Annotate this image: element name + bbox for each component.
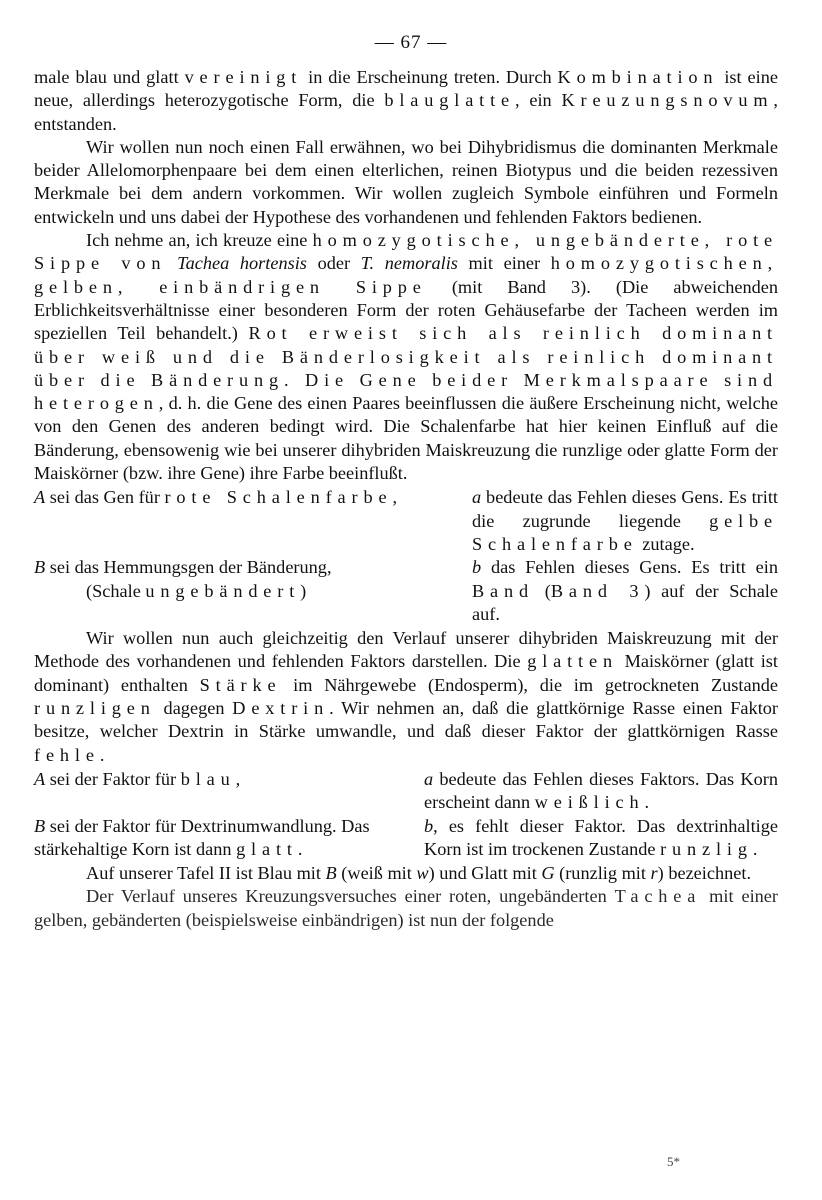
spaced-term: Rot erweist sich als reinlich dominant über weiß und die Bänderlosigkeit als reinlich dominant über die Bänderung. Die Gene beider Merkmalspaare sind heterogen — [34, 323, 778, 414]
definition-A — [34, 486, 444, 556]
factor-B — [34, 815, 414, 862]
spaced-term: Band 3 — [550, 580, 645, 601]
text-run: ) auf der Schale auf. — [472, 580, 778, 624]
text-run: sei das Hemmungsgen der Bänderung, — [45, 557, 332, 578]
spaced-term: blau — [180, 768, 236, 789]
text-run: , es fehlt dieser Faktor. Das dextrinhaltige Korn ist im trockenen Zustande — [424, 815, 778, 859]
text-run: Der Verlauf unseres Kreuzungsversuches einer roten, ungebänderten — [86, 886, 615, 907]
text-body — [34, 66, 778, 932]
spaced-term: ungebändert — [145, 580, 301, 601]
text-run: . Wir nehmen an, daß die glattkörnige Rasse einen Faktor besitze, welcher Dextrin in Stärke umwandle, und daß dieser Faktor der glattkörnigen Rasse — [34, 698, 778, 742]
text-run: sei das Gen für — [45, 487, 165, 508]
text-run: ( — [534, 580, 551, 601]
text-run: Ich nehme an, ich kreuze eine — [86, 230, 313, 251]
factor-row-B — [34, 815, 778, 862]
spaced-term: homozygotische, ungebänderte, rote Sippe von — [34, 230, 779, 274]
factor-symbol: A — [34, 768, 46, 789]
signature-mark: 5* — [667, 1154, 680, 1169]
factor-symbol: a — [424, 768, 434, 789]
page-number: — 67 — — [374, 32, 448, 53]
spaced-term: Tachea — [614, 886, 702, 907]
symbol: G — [541, 863, 555, 884]
text-run: mit einer — [457, 253, 551, 274]
text-run: ist eine neue, allerdings heterozygotische Form, die — [34, 67, 778, 111]
text-run: oder — [306, 253, 361, 274]
paragraph-2: Wir wollen nun noch einen Fall erwähnen, wo bei Dihybridismus die dominanten Merkmale beider Allelomorphenpaare bei dem einen elterlichen, reinen Biotypus und die beiden rezessiven Merkmale bei dem andern vorkommen. Wir wollen zugleich Symbole einführen und Formeln entwickeln und uns dabei der Hypothese des vorhandenen und fehlenden Faktors bedienen. — [34, 136, 778, 227]
definition-row-B — [34, 556, 778, 626]
gene-symbol: A — [34, 487, 46, 508]
definition-B — [34, 556, 444, 626]
text-run: , entstanden. — [34, 90, 778, 134]
factor-symbol: B — [34, 815, 46, 836]
text-run: im Nährgewebe (Endosperm), die im getrockneten Zustande — [281, 674, 778, 695]
definition-row-A — [34, 486, 778, 556]
text-run: das Fehlen dieses Gens. Es tritt ein — [481, 557, 778, 578]
paragraph-1 — [34, 66, 778, 136]
spaced-term: fehle — [34, 744, 100, 765]
text-run: zutage. — [637, 533, 695, 554]
spaced-term: homozygotischen, gelben, einbändrigen Sippe — [34, 253, 779, 297]
text-run: dagegen — [155, 698, 233, 719]
factor-row-A — [34, 768, 778, 815]
spaced-term: Band — [472, 580, 535, 601]
spaced-term: weißlich — [534, 792, 645, 813]
factor-a — [424, 768, 778, 815]
text-run: sei der Faktor für — [45, 768, 181, 789]
spaced-term: Kombination — [557, 67, 719, 87]
species-name: Tachea hortensis — [177, 253, 307, 274]
factor-definitions-maize — [34, 768, 778, 861]
text-run: ) bezeichnet. — [657, 863, 752, 884]
text-run: . — [99, 744, 105, 765]
text-run: , d. h. die Gene des einen Paares beeinflussen die äußere Erscheinung nicht, welche von den Genen des anderen bedingt wird. Die Schalenfarbe hat hier keinen Einfluß auf die Bänderung, ebensowenig wie bei unserer dihybriden Maiskreuzung die runzlige oder glatte Form der Maiskörner (bzw. ihre Gene) ihre Farbe beeinflußt. — [34, 393, 778, 484]
spaced-term: glatten — [527, 651, 618, 672]
spaced-term: gelbe Schalenfarbe — [472, 510, 778, 554]
text-run: in die Erscheinung treten. Durch — [302, 67, 558, 87]
text-run: . — [297, 838, 303, 859]
text-run: (Schale — [86, 580, 146, 601]
gene-definitions-tachea — [34, 486, 778, 626]
factor-A — [34, 768, 414, 815]
spaced-term: runzlig — [660, 838, 753, 859]
text-run: ) — [300, 580, 307, 601]
text-run: sei der Faktor für Dextrinumwandlung. Das stärkehaltige Korn ist dann — [34, 815, 370, 859]
spaced-term: blauglatte — [384, 90, 516, 111]
spaced-term: Dextrin — [232, 698, 330, 719]
text-run: bedeute das Fehlen dieses Faktors. Das Korn erscheint dann — [424, 768, 778, 813]
text-run: (runzlig mit — [554, 863, 651, 884]
spaced-term: Kreuzungsnovum — [561, 90, 774, 111]
spaced-term: rote Schalenfarbe — [164, 487, 393, 508]
paragraph-6 — [34, 885, 778, 932]
text-run: (mit Band 3). (Die abweichenden Erblichkeitsverhältnisse einer besonderen Form der roten Gehäusefarbe der Tacheen werden im speziellen Teil behandelt.) — [34, 276, 778, 344]
text-run: , — [235, 768, 241, 789]
spaced-term: runzligen — [34, 698, 156, 719]
symbol: w — [416, 863, 429, 884]
definition-b — [472, 556, 778, 626]
text-run: Maiskörner (glatt ist dominant) enthalten — [34, 651, 778, 695]
factor-symbol: b — [424, 815, 434, 836]
symbol: r — [650, 863, 658, 884]
definition-a — [472, 486, 778, 556]
text-run: . — [644, 792, 650, 813]
gene-symbol: b — [472, 557, 482, 578]
paragraph-4 — [34, 627, 778, 767]
spaced-term: Stärke — [199, 674, 282, 695]
paragraph-5 — [34, 862, 778, 885]
text-run: male blau und glatt — [34, 67, 185, 87]
text-run: , ein — [515, 90, 562, 111]
text-run: . — [752, 838, 758, 859]
factor-b — [424, 815, 778, 862]
spaced-term: vereinigt — [184, 67, 303, 87]
symbol: B — [325, 863, 337, 884]
text-run: Wir wollen nun auch gleichzeitig den Verlauf unserer dihybriden Maiskreuzung mit der Methode des vorhandenen und fehlenden Faktors darstellen. Die — [34, 628, 778, 672]
text-run: mit einer gelben, gebänderten (beispielsweise einbändrigen) ist nun der folgende — [34, 886, 778, 930]
paragraph-3 — [34, 229, 778, 485]
gene-symbol: B — [34, 557, 46, 578]
text-run: , — [392, 487, 398, 508]
species-name: T. nemoralis — [360, 253, 458, 274]
gene-symbol: a — [472, 487, 482, 508]
text-run: bedeute das Fehlen dieses Gens. Es tritt die zugrunde liegende — [472, 487, 778, 531]
text-run: (weiß mit — [336, 863, 417, 884]
text-run: ) und Glatt mit — [428, 863, 542, 884]
text-run: Auf unserer Tafel II ist Blau mit — [86, 863, 326, 884]
definition-B-note — [34, 581, 306, 601]
spaced-term: glatt — [236, 838, 298, 859]
text-run — [166, 253, 177, 273]
